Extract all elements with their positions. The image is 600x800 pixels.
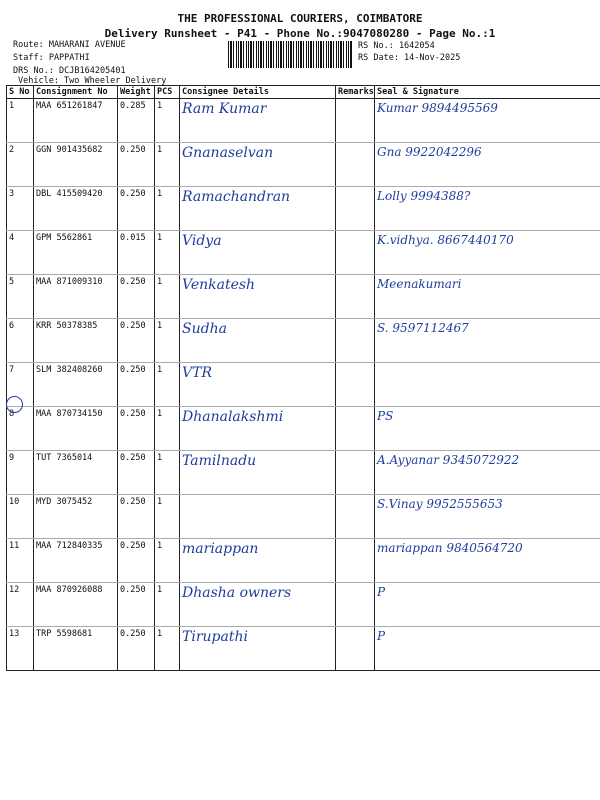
cell-remarks <box>336 231 375 275</box>
cell-sno: 3 <box>7 187 34 231</box>
cell-weight: 0.250 <box>118 495 155 539</box>
cell-pcs: 1 <box>155 275 180 319</box>
cell-signature: Kumar 9894495569 <box>375 99 600 143</box>
cell-consignment-no: MAA 712840335 <box>34 539 118 583</box>
table-row <box>7 143 600 187</box>
cell-consignment-no: GGN 901435682 <box>34 143 118 187</box>
cell-consignee <box>180 495 336 539</box>
table-row <box>7 407 600 451</box>
cell-signature: Lolly 9994388? <box>375 187 600 231</box>
col-header-consignee: Consignee Details <box>180 86 336 99</box>
cell-remarks <box>336 99 375 143</box>
cell-weight: 0.250 <box>118 275 155 319</box>
cell-weight: 0.250 <box>118 363 155 407</box>
rs-number: RS No.: 1642054 <box>358 41 435 51</box>
cell-consignee: Dhasha owners <box>180 583 336 627</box>
cell-sno: 4 <box>7 231 34 275</box>
cell-weight: 0.250 <box>118 319 155 363</box>
cell-sno: 5 <box>7 275 34 319</box>
cell-pcs: 1 <box>155 187 180 231</box>
cell-consignee: mariappan <box>180 539 336 583</box>
cell-signature: PS <box>375 407 600 451</box>
cell-weight: 0.250 <box>118 187 155 231</box>
cell-consignment-no: MAA 871009310 <box>34 275 118 319</box>
cell-consignment-no: TUT 7365014 <box>34 451 118 495</box>
cell-consignee: Vidya <box>180 231 336 275</box>
table-row <box>7 451 600 495</box>
table-row <box>7 231 600 275</box>
cell-weight: 0.250 <box>118 583 155 627</box>
cell-consignment-no: DBL 415509420 <box>34 187 118 231</box>
runsheet-subtitle: Delivery Runsheet - P41 - Phone No.:9047080280 - Page No.:1 <box>104 27 496 40</box>
cell-sno: 11 <box>7 539 34 583</box>
table-row <box>7 275 600 319</box>
handwritten-circle-mark <box>6 396 23 413</box>
cell-remarks <box>336 275 375 319</box>
cell-weight: 0.015 <box>118 231 155 275</box>
col-header-remarks: Remarks <box>336 86 375 99</box>
cell-remarks <box>336 187 375 231</box>
cell-consignee: Venkatesh <box>180 275 336 319</box>
cell-consignee: Ram Kumar <box>180 99 336 143</box>
runsheet-table <box>6 85 600 671</box>
cell-consignee: Dhanalakshmi <box>180 407 336 451</box>
col-header-signature: Seal & Signature <box>375 86 600 99</box>
cell-weight: 0.250 <box>118 451 155 495</box>
cell-signature <box>375 363 600 407</box>
cell-signature: A.Ayyanar 9345072922 <box>375 451 600 495</box>
table-row <box>7 539 600 583</box>
cell-signature: mariappan 9840564720 <box>375 539 600 583</box>
cell-sno: 2 <box>7 143 34 187</box>
cell-consignee: VTR <box>180 363 336 407</box>
cell-pcs: 1 <box>155 231 180 275</box>
table-row <box>7 627 600 671</box>
cell-signature: S. 9597112467 <box>375 319 600 363</box>
barcode <box>228 41 352 68</box>
cell-signature: P <box>375 583 600 627</box>
col-header-weight: Weight <box>118 86 155 99</box>
cell-pcs: 1 <box>155 99 180 143</box>
cell-consignment-no: MAA 870926088 <box>34 583 118 627</box>
vehicle-label: Vehicle: Two Wheeler Delivery <box>18 76 167 86</box>
cell-pcs: 1 <box>155 539 180 583</box>
table-row <box>7 583 600 627</box>
table-row <box>7 319 600 363</box>
cell-pcs: 1 <box>155 451 180 495</box>
cell-pcs: 1 <box>155 319 180 363</box>
cell-signature: Meenakumari <box>375 275 600 319</box>
cell-consignment-no: KRR 50378385 <box>34 319 118 363</box>
cell-weight: 0.250 <box>118 539 155 583</box>
cell-consignment-no: GPM 5562861 <box>34 231 118 275</box>
col-header-sno: S No <box>7 86 34 99</box>
cell-remarks <box>336 627 375 671</box>
cell-remarks <box>336 143 375 187</box>
cell-consignment-no: SLM 382408260 <box>34 363 118 407</box>
cell-consignee: Sudha <box>180 319 336 363</box>
cell-consignment-no: TRP 5598681 <box>34 627 118 671</box>
cell-consignee: Tirupathi <box>180 627 336 671</box>
cell-pcs: 1 <box>155 495 180 539</box>
cell-weight: 0.250 <box>118 627 155 671</box>
cell-remarks <box>336 319 375 363</box>
cell-sno: 12 <box>7 583 34 627</box>
cell-sno: 7 <box>7 363 34 407</box>
cell-sno: 6 <box>7 319 34 363</box>
cell-pcs: 1 <box>155 363 180 407</box>
cell-remarks <box>336 407 375 451</box>
cell-signature: K.vidhya. 8667440170 <box>375 231 600 275</box>
cell-sno: 13 <box>7 627 34 671</box>
table-row <box>7 99 600 143</box>
cell-sno: 9 <box>7 451 34 495</box>
cell-signature: P <box>375 627 600 671</box>
cell-pcs: 1 <box>155 627 180 671</box>
cell-signature: S.Vinay 9952555653 <box>375 495 600 539</box>
cell-signature: Gna 9922042296 <box>375 143 600 187</box>
drs-number: DRS No.: DCJB164205401 <box>13 66 126 76</box>
route-label: Route: MAHARANI AVENUE <box>13 40 126 50</box>
cell-consignee: Tamilnadu <box>180 451 336 495</box>
cell-remarks <box>336 539 375 583</box>
cell-sno: 10 <box>7 495 34 539</box>
cell-weight: 0.250 <box>118 143 155 187</box>
cell-weight: 0.285 <box>118 99 155 143</box>
document-title: THE PROFESSIONAL COURIERS, COIMBATORE <box>177 12 423 25</box>
cell-consignment-no: MYD 3075452 <box>34 495 118 539</box>
cell-pcs: 1 <box>155 583 180 627</box>
cell-weight: 0.250 <box>118 407 155 451</box>
staff-label: Staff: PAPPATHI <box>13 53 90 63</box>
col-header-pcs: PCS <box>155 86 180 99</box>
cell-sno: 8 <box>7 407 34 451</box>
table-row <box>7 363 600 407</box>
table-row <box>7 495 600 539</box>
cell-consignment-no: MAA 651261847 <box>34 99 118 143</box>
cell-remarks <box>336 451 375 495</box>
cell-sno: 1 <box>7 99 34 143</box>
rs-date: RS Date: 14-Nov-2025 <box>358 53 461 63</box>
cell-pcs: 1 <box>155 407 180 451</box>
cell-remarks <box>336 583 375 627</box>
cell-consignee: Ramachandran <box>180 187 336 231</box>
cell-remarks <box>336 495 375 539</box>
table-row <box>7 187 600 231</box>
cell-pcs: 1 <box>155 143 180 187</box>
cell-consignment-no: MAA 870734150 <box>34 407 118 451</box>
col-header-consignment: Consignment No <box>34 86 118 99</box>
cell-remarks <box>336 363 375 407</box>
table-header-row <box>7 86 600 99</box>
cell-consignee: Gnanaselvan <box>180 143 336 187</box>
